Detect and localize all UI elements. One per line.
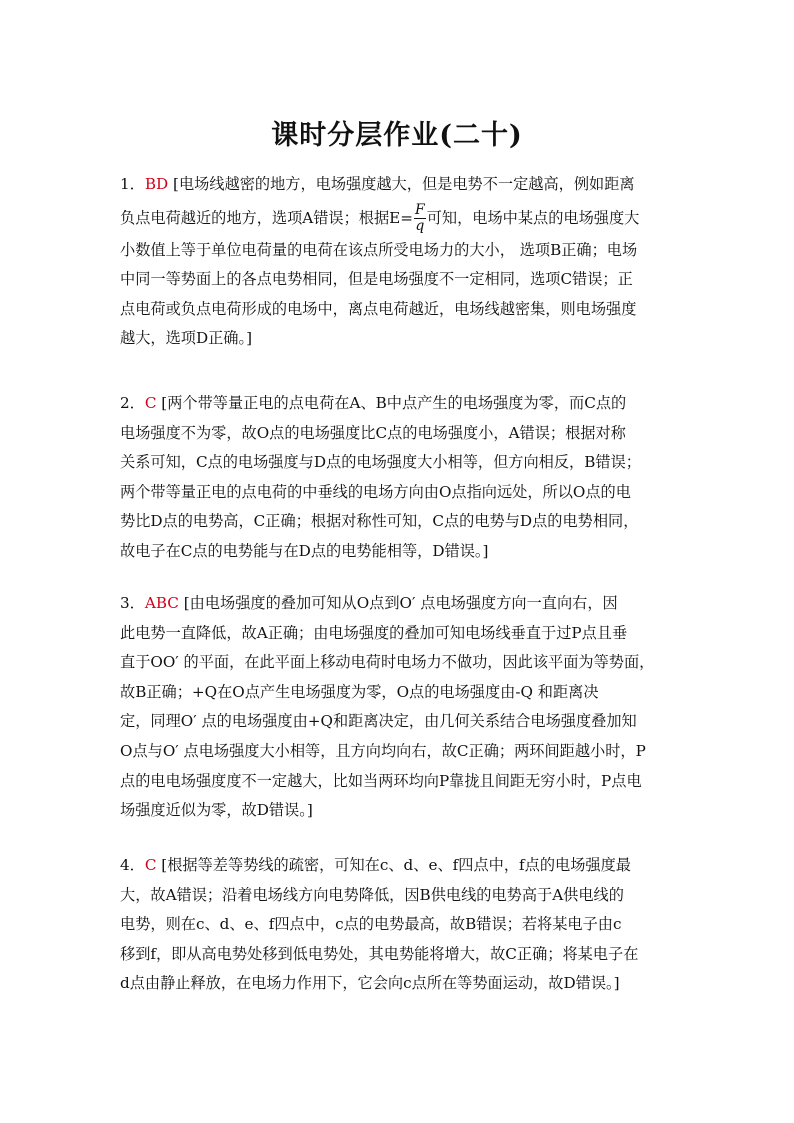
item-number: 2． bbox=[120, 394, 145, 412]
answer-line: 定，同理O′ 点的电场强度由+Q和距离决定，由几何关系结合电场强度叠加知 bbox=[120, 712, 637, 731]
answer-line: 此电势一直降低，故A正确；由电场强度的叠加可知电场线垂直于过P点且垂 bbox=[120, 623, 628, 642]
answer-line: d点由静止释放，在电场力作用下，它会向c点所在等势面运动，故D错误。] bbox=[120, 974, 620, 993]
answer-line: 故B正确；+Q在O点产生电场强度为零，O点的电场强度由-Q 和距离决 bbox=[120, 682, 599, 701]
answer-line: 故电子在C点的电势能与在D点的电势能相等，D错误。] bbox=[120, 541, 489, 560]
answer-line: 电场强度不为零，故O点的电场强度比C点的电场强度小，A错误；根据对称 bbox=[120, 423, 626, 442]
answer-line: 两个带等量正电的点电荷的中垂线的电场方向由O点指向远处，所以O点的电 bbox=[120, 482, 631, 501]
fraction-denominator: q bbox=[415, 218, 425, 235]
page-title: 课时分层作业(二十) bbox=[271, 120, 523, 151]
answer-line: 越大，选项D正确。] bbox=[120, 329, 253, 348]
answer-line bbox=[120, 851, 680, 881]
answer-line: O点与O′ 点电场强度大小相等，且方向均向右，故C正确；两环间距越小时，P bbox=[120, 741, 646, 760]
answer-line bbox=[120, 389, 680, 419]
answer-key: C bbox=[144, 856, 157, 874]
explanation-text: [两个带等量正电的点电荷在A、B中点产生的电场强度为零，而C点的 bbox=[156, 394, 627, 412]
answer-line: 场强度近似为零，故D错误。] bbox=[120, 801, 313, 820]
answer-item-4 bbox=[120, 851, 680, 999]
answer-item-3 bbox=[120, 589, 680, 826]
item-number: 4． bbox=[120, 856, 145, 874]
answer-line: 大，故A错误；沿着电场线方向电势降低，因B供电线的电势高于A供电线的 bbox=[120, 885, 624, 904]
fraction-numerator: F bbox=[414, 202, 425, 219]
answer-line: 点电荷或负点电荷形成的电场中，离点电荷越近，电场线越密集，则电场强度 bbox=[120, 299, 637, 318]
explanation-text: 负点电荷越近的地方，选项A错误；根据E= bbox=[120, 208, 413, 227]
fraction-formula bbox=[414, 203, 426, 234]
answer-line: 移到f，即从高电势处移到低电势处，其电势能将增大，故C正确；将某电子在 bbox=[120, 944, 639, 963]
answer-line: 点的电电场强度度不一定越大，比如当两环均向P靠拢且间距无穷小时，P点电 bbox=[120, 771, 642, 790]
answer-line bbox=[120, 200, 680, 236]
answer-line: 直于OO′ 的平面，在此平面上移动电荷时电场力不做功，因此该平面为等势面， bbox=[120, 653, 655, 672]
answer-item-2 bbox=[120, 389, 680, 567]
item-number: 1． bbox=[120, 175, 145, 193]
explanation-text: 可知，电场中某点的电场强度大 bbox=[426, 208, 640, 227]
answer-key: C bbox=[144, 394, 157, 412]
answer-line: 势比D点的电势高，C正确；根据对称性可知，C点的电势与D点的电势相同， bbox=[120, 512, 639, 531]
answer-key: BD bbox=[144, 175, 169, 193]
answer-line bbox=[120, 170, 680, 200]
answer-item-1 bbox=[120, 170, 680, 354]
item-number: 3． bbox=[120, 594, 145, 612]
answer-line: 中同一等势面上的各点电势相同，但是电场强度不一定相同，选项C错误；正 bbox=[120, 270, 633, 289]
answer-key: ABC bbox=[144, 594, 179, 612]
answer-line: 小数值上等于单位电荷量的电荷在该点所受电场力的大小， 选项B正确；电场 bbox=[120, 240, 638, 259]
answer-line: 关系可知，C点的电场强度与D点的电场强度大小相等，但方向相反，B错误； bbox=[120, 453, 641, 472]
explanation-text: [根据等差等势线的疏密，可知在c、d、e、f四点中，f点的电场强度最 bbox=[156, 856, 631, 874]
answer-line bbox=[120, 589, 680, 619]
explanation-text: [电场线越密的地方，电场强度越大，但是电势不一定越高，例如距离 bbox=[168, 175, 635, 193]
answer-line: 电势，则在c、d、e、f四点中，c点的电势最高，故B错误；若将某电子由c bbox=[120, 915, 622, 934]
explanation-text: [由电场强度的叠加可知从O点到O′ 点电场强度方向一直向右，因 bbox=[178, 594, 618, 612]
